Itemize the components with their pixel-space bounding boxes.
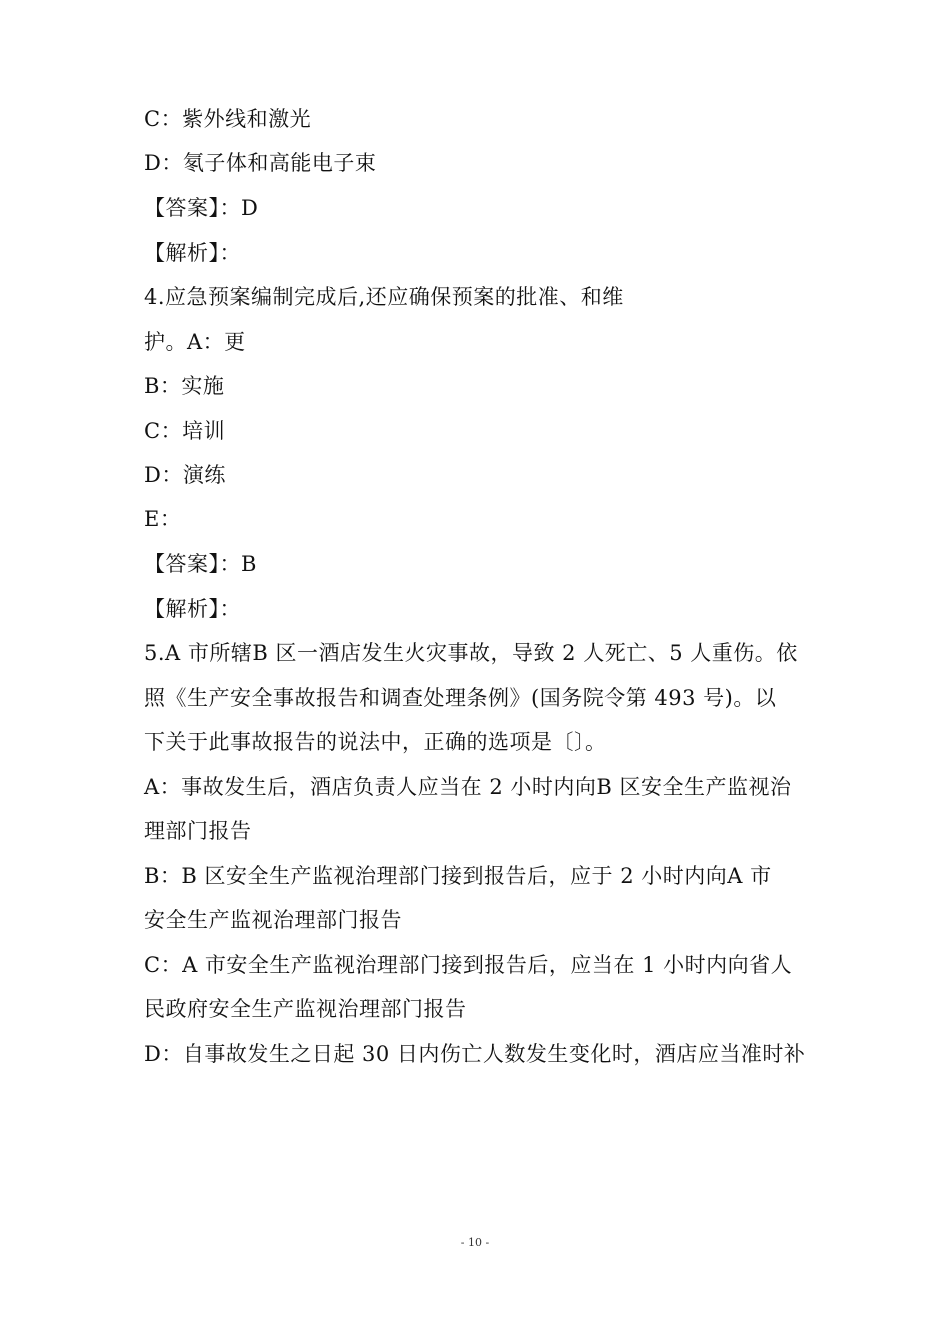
question-5-line-1: 5.A 市所辖B 区一酒店发生火灾事故，导致 2 人死亡、5 人重伤。依	[144, 641, 798, 665]
option-b-q5-line-2: 安全生产监视治理部门报告	[144, 908, 402, 932]
question-5-line-2: 照《生产安全事故报告和调查处理条例》(国务院令第 493 号)。以	[144, 686, 777, 710]
option-c-q5-line-2: 民政府安全生产监视治理部门报告	[144, 997, 467, 1021]
option-b-q5-line-1: B：B 区安全生产监视治理部门接到报告后，应于 2 小时内向A 市	[144, 864, 772, 888]
option-e-q4: E：	[144, 507, 182, 531]
option-c-q5-line-1: C：A 市安全生产监视治理部门接到报告后，应当在 1 小时内向省人	[144, 953, 793, 977]
option-b-q4: B：实施	[144, 374, 225, 398]
option-d-q5-line-1: D：自事故发生之日起 30 日内伤亡人数发生变化时，酒店应当准时补	[144, 1042, 806, 1066]
analysis-q4: 【解析】：	[144, 597, 241, 621]
option-c-q4: C：培训	[144, 419, 226, 443]
answer-q4: 【答案】：B	[144, 552, 257, 576]
answer-q3: 【答案】：D	[144, 196, 259, 220]
question-5-line-3: 下关于此事故报告的说法中，正确的选项是〔〕。	[144, 730, 607, 754]
option-c-q3: C：紫外线和激光	[144, 107, 312, 131]
question-4-line-2: 护。A：更	[144, 330, 246, 354]
option-d-q3: D：氡子体和高能电子束	[144, 151, 377, 175]
question-4-line-1: 4.应急预案编制完成后,还应确保预案的批准、和维	[144, 285, 624, 309]
option-a-q5-line-2: 理部门报告	[144, 819, 252, 843]
option-a-q5-line-1: A：事故发生后，酒店负责人应当在 2 小时内向B 区安全生产监视治	[144, 775, 792, 799]
option-d-q4: D：演练	[144, 463, 226, 487]
analysis-q3: 【解析】：	[144, 241, 241, 265]
page-number: - 10 -	[460, 1236, 490, 1249]
